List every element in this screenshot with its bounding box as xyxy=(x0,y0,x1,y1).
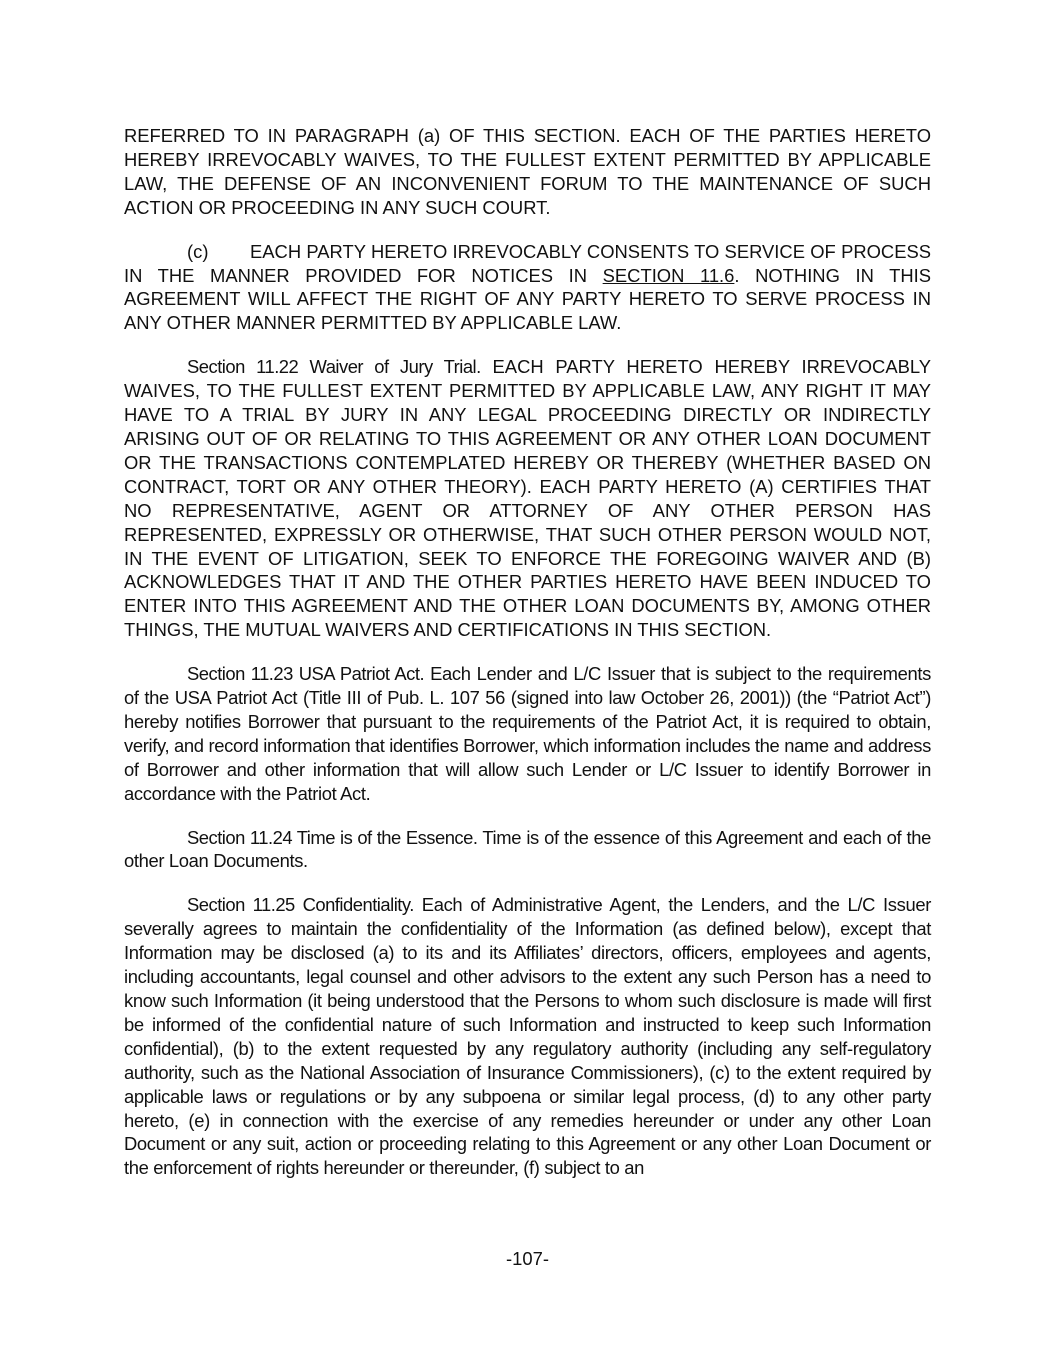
section-text: Each of Administrative Agent, the Lenders, and the L/C Issuer severally agrees to maintain the confidentiality of the Information (as defined below), except that Information may be disclosed (a) to its and its Affiliates’ directors, officers, employees and agents, including accountants, legal counsel and other advisors to the extent any such Person has a need to know such Information (it being understood that the Persons to whom such disclosure is made will first be informed of the confidential nature of such Information and instructed to keep such Information confidential), (b) to the extent requested by any regulatory authority (including any self-regulatory authority, such as the National Association of Insurance Commissioners), (c) to the extent required by applicable laws or regulations or by any subpoena or similar legal process, (d) to any other party hereto, (e) in connection with the exercise of any remedies hereunder or under any other Loan Document or any suit, action or proceeding relating to this Agreement or any other Loan Document or the enforcement of rights hereunder or thereunder, (f) subject to an xyxy=(124,894,932,1179)
section-11-22-jury-waiver xyxy=(124,355,931,642)
section-11-24-time-of-essence xyxy=(124,826,931,874)
paragraph-service-text-after: . NOTHING IN THIS AGREEMENT WILL AFFECT THE RIGHT OF ANY PARTY HERETO TO SERVE PROCESS IN ANY OTHER MANNER PERMITTED BY APPLICABLE LAW. xyxy=(124,264,932,334)
section-heading: Section 11.23 USA Patriot Act. xyxy=(187,663,425,685)
paragraph-service-text-before: EACH PARTY HERETO IRREVOCABLY CONSENTS TO SERVICE OF PROCESS IN THE MANNER PROVIDED FOR NOTICES IN xyxy=(124,240,931,286)
section-text: EACH PARTY HERETO HEREBY IRREVOCABLY WAIVES, TO THE FULLEST EXTENT PERMITTED BY APPLICABLE LAW, ANY RIGHT IT MAY HAVE TO A TRIAL BY JURY IN ANY LEGAL PROCEEDING DIRECTLY OR INDIRECTLY ARISING OUT OF OR RELATING TO THIS AGREEMENT OR ANY OTHER LOAN DOCUMENT OR THE TRANSACTIONS CONTEMPLATED HEREBY OR THEREBY (WHETHER BASED ON CONTRACT, TORT OR ANY OTHER THEORY). EACH PARTY HERETO (A) CERTIFIES THAT NO REPRESENTATIVE, AGENT OR ATTORNEY OF ANY OTHER PERSON HAS REPRESENTED, EXPRESSLY OR OTHERWISE, THAT SUCH OTHER PERSON WOULD NOT, IN THE EVENT OF LITIGATION, SEEK TO ENFORCE THE FOREGOING WAIVER AND (B) ACKNOWLEDGES THAT IT AND THE OTHER PARTIES HERETO HAVE BEEN INDUCED TO ENTER INTO THIS AGREEMENT AND THE OTHER LOAN DOCUMENTS BY, AMONG OTHER THINGS, THE MUTUAL WAIVERS AND CERTIFICATIONS IN THIS SECTION. xyxy=(124,356,931,641)
paragraph-forum-waiver-text: REFERRED TO IN PARAGRAPH (a) OF THIS SECTION. EACH OF THE PARTIES HERETO HEREBY IRREVOCABLY WAIVES, TO THE FULLEST EXTENT PERMITTED BY APPLICABLE LAW, THE DEFENSE OF AN INCONVENIENT FORUM TO THE MAINTENANCE OF SUCH ACTION OR PROCEEDING IN ANY SUCH COURT. xyxy=(124,125,931,218)
document-page xyxy=(124,124,931,1200)
section-11-23-patriot-act xyxy=(124,662,931,805)
paragraph-forum-waiver xyxy=(124,124,931,220)
section-heading: Section 11.22 Waiver of Jury Trial. xyxy=(187,356,481,378)
paragraph-service-of-process xyxy=(124,240,931,336)
section-11-25-confidentiality xyxy=(124,893,931,1180)
section-text: Each Lender and L/C Issuer that is subject to the requirements of the USA Patriot Act (Title III of Pub. L. 107 56 (signed into law October 26, 2001)) (the “Patriot Act”) hereby notifies Borrower that pursuant to the requirements of the Patriot Act, it is required to obtain, verify, and record information that identifies Borrower, which information includes the name and address of Borrower and other information that will allow such Lender or L/C Issuer to identify Borrower in accordance with the Patriot Act. xyxy=(124,663,931,804)
section-heading: Section 11.25 Confidentiality. xyxy=(187,894,414,916)
page-number: -107- xyxy=(506,1248,549,1269)
section-reference-link[interactable]: SECTION 11.6 xyxy=(602,264,735,286)
section-heading: Section 11.24 Time is of the Essence. xyxy=(187,826,478,848)
paragraph-label: (c) xyxy=(187,240,209,262)
section-text: Time is of the essence of this Agreement and each of the other Loan Documents. xyxy=(124,826,931,872)
